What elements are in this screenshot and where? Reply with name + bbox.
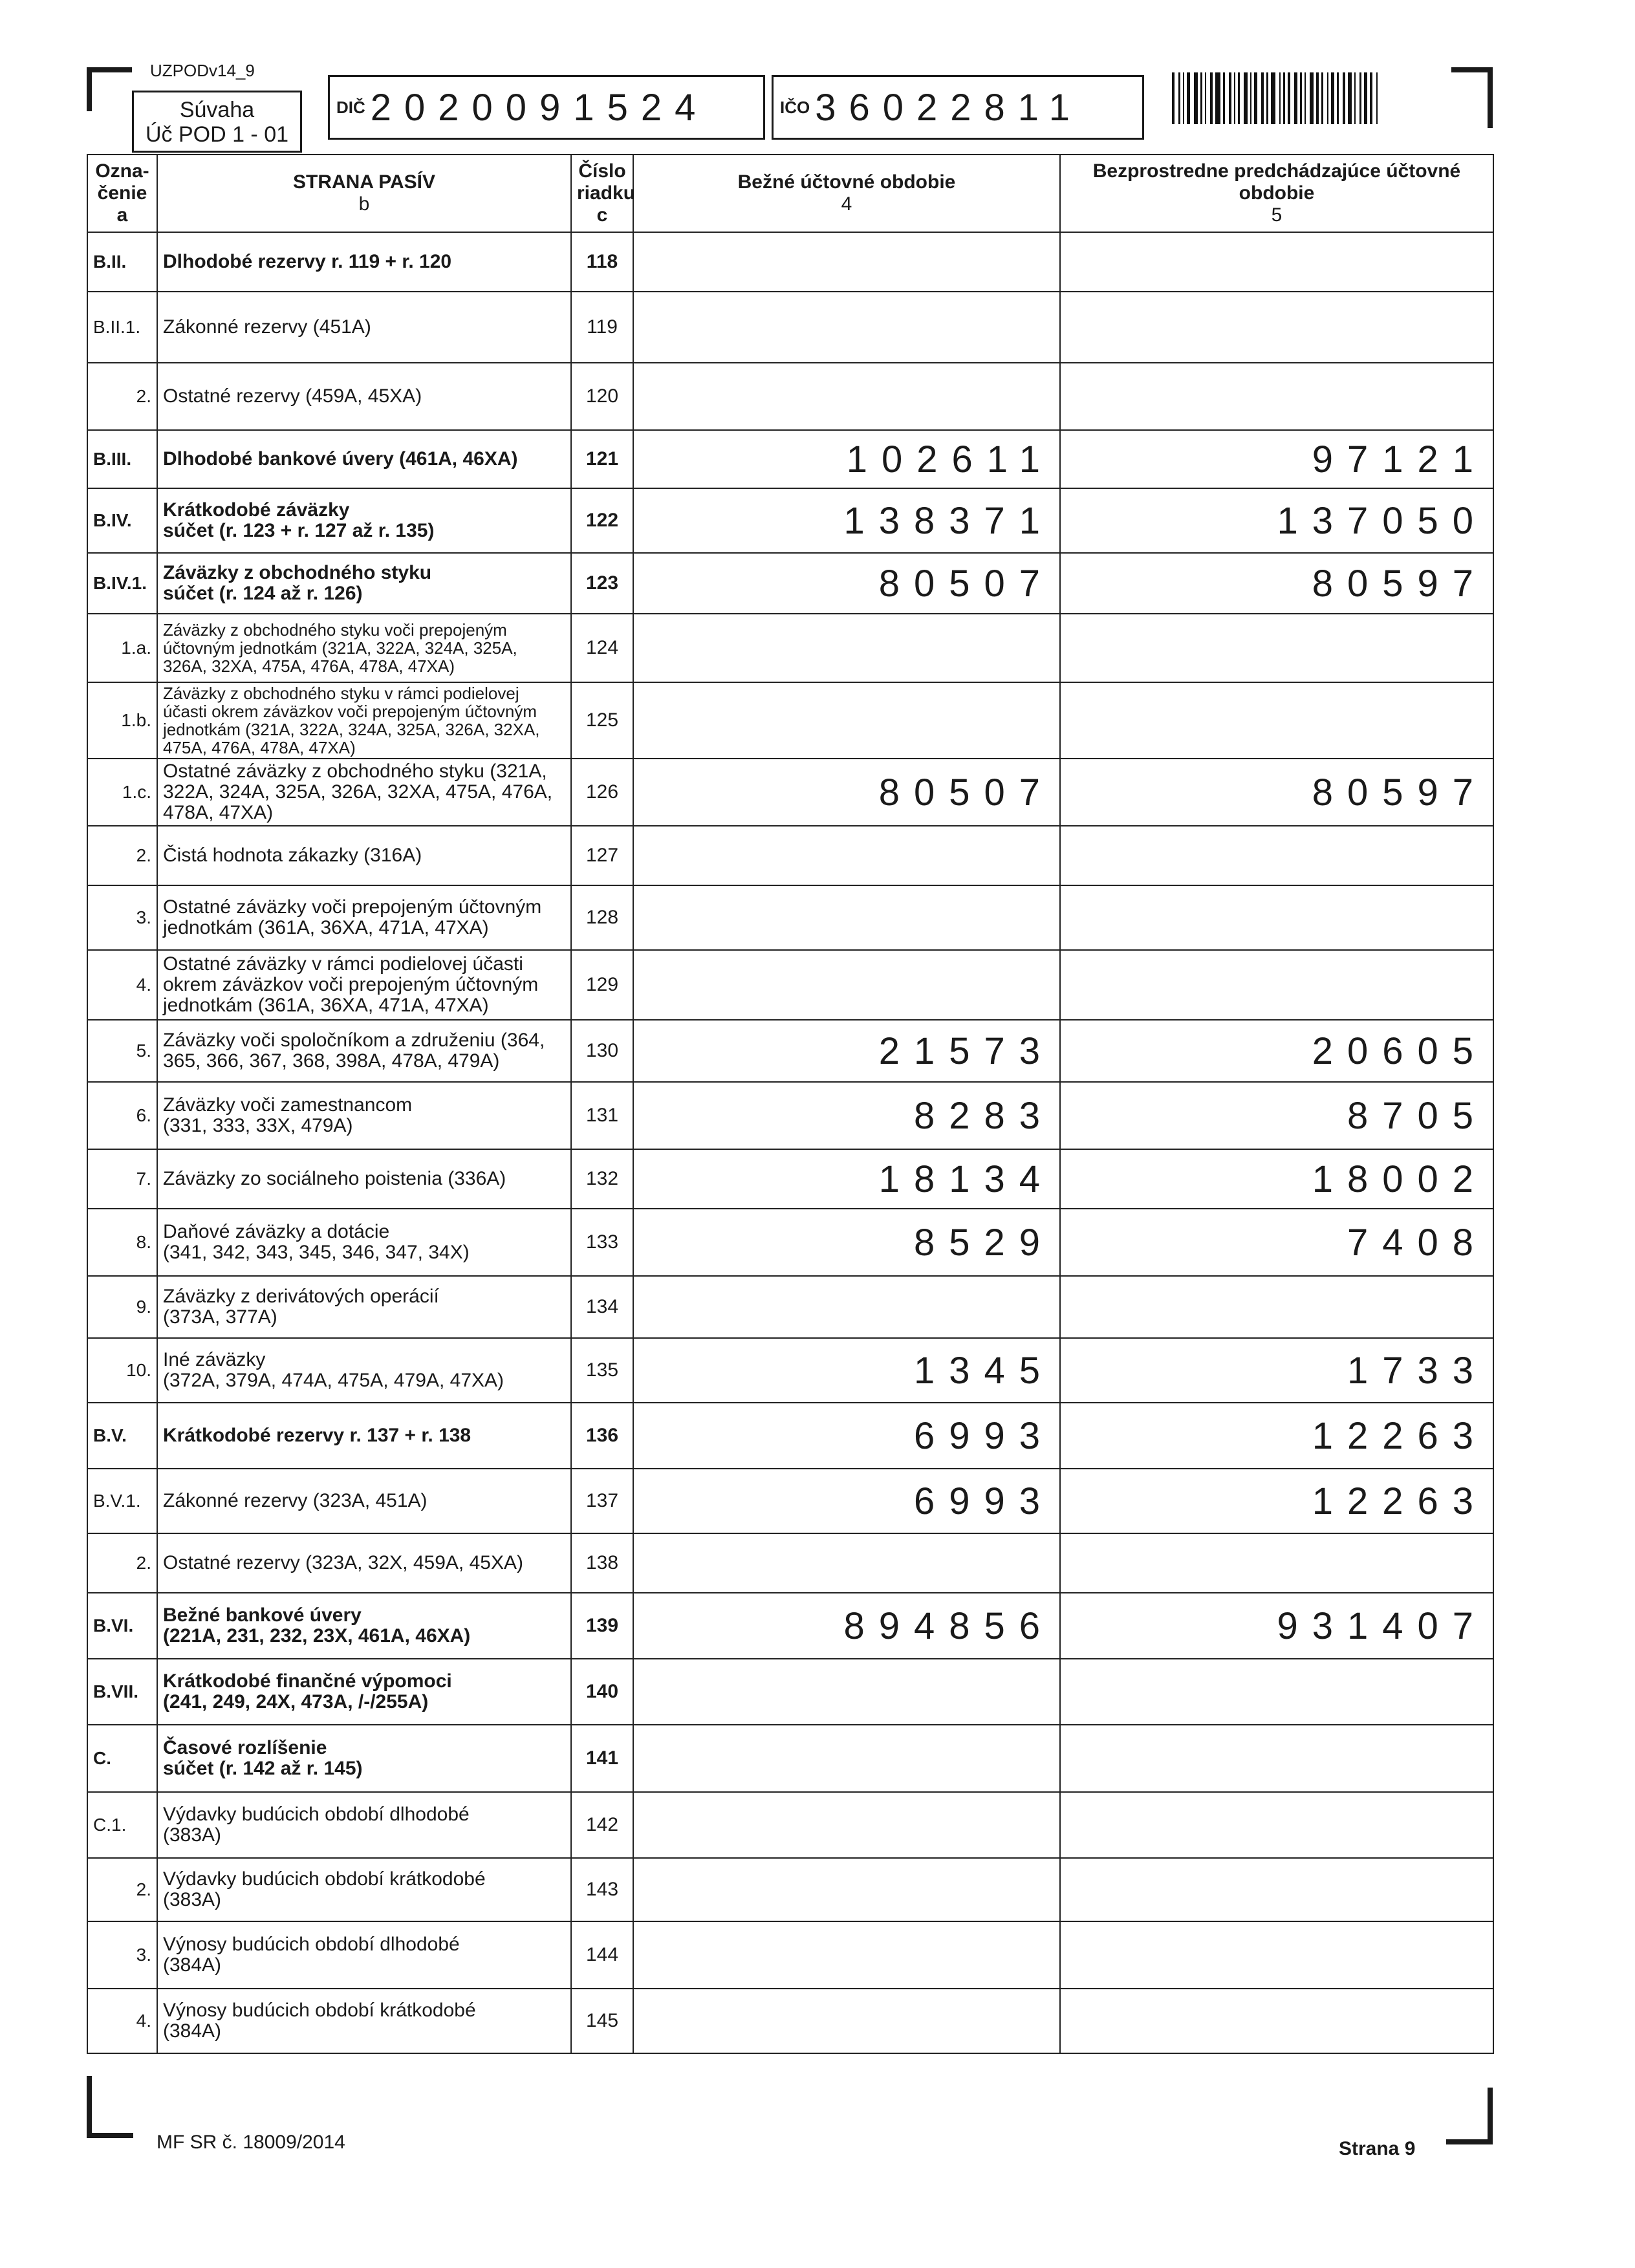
row-number: 138 xyxy=(571,1533,633,1593)
liabilities-table xyxy=(87,154,1494,2054)
previous-period-value[interactable] xyxy=(1060,614,1493,682)
previous-period-value[interactable] xyxy=(1060,1725,1493,1792)
barcode-bar xyxy=(1205,72,1206,124)
row-description: Daňové záväzky a dotácie (341, 342, 343, 345, 346, 347, 34X) xyxy=(157,1209,571,1276)
barcode-bar xyxy=(1266,72,1268,124)
row-description: Bežné bankové úvery (221A, 231, 232, 23X, 461A, 46XA) xyxy=(157,1593,571,1659)
current-period-value[interactable]: 8283 xyxy=(633,1082,1060,1149)
previous-period-value[interactable]: 18002 xyxy=(1060,1149,1493,1209)
row-designation: 3. xyxy=(87,885,157,950)
row-number: 125 xyxy=(571,682,633,759)
previous-period-value[interactable] xyxy=(1060,363,1493,430)
table-row xyxy=(87,292,1493,363)
row-designation: B.II. xyxy=(87,232,157,292)
barcode-bar xyxy=(1172,72,1175,124)
current-period-value[interactable]: 8529 xyxy=(633,1209,1060,1276)
row-description: Ostatné rezervy (323A, 32X, 459A, 45XA) xyxy=(157,1533,571,1593)
barcode-bar xyxy=(1178,72,1180,124)
table-row xyxy=(87,1209,1493,1276)
row-designation: C. xyxy=(87,1725,157,1792)
barcode-bar xyxy=(1337,72,1339,124)
current-period-value[interactable] xyxy=(633,232,1060,292)
row-designation: B.III. xyxy=(87,430,157,488)
barcode-bar xyxy=(1254,72,1257,124)
current-period-value[interactable] xyxy=(633,1792,1060,1858)
previous-period-value[interactable]: 8705 xyxy=(1060,1082,1493,1149)
current-period-value[interactable] xyxy=(633,363,1060,430)
corner-mark-top-right-h xyxy=(1451,67,1493,72)
previous-period-value[interactable] xyxy=(1060,885,1493,950)
row-number: 139 xyxy=(571,1593,633,1659)
row-number: 122 xyxy=(571,488,633,553)
row-designation: 1.a. xyxy=(87,614,157,682)
row-number: 120 xyxy=(571,363,633,430)
row-designation: 1.b. xyxy=(87,682,157,759)
previous-period-value[interactable]: 12263 xyxy=(1060,1469,1493,1533)
current-period-value[interactable] xyxy=(633,1921,1060,1989)
corner-mark-top-left xyxy=(87,67,92,111)
row-number: 134 xyxy=(571,1276,633,1338)
row-designation: B.IV.1. xyxy=(87,553,157,614)
barcode-bar xyxy=(1200,72,1202,124)
current-period-value[interactable]: 18134 xyxy=(633,1149,1060,1209)
row-designation: B.IV. xyxy=(87,488,157,553)
form-code: UZPODv14_9 xyxy=(150,61,255,80)
row-description: Výnosy budúcich období dlhodobé (384A) xyxy=(157,1921,571,1989)
barcode-bar xyxy=(1321,72,1323,124)
current-period-value[interactable] xyxy=(633,614,1060,682)
form-subtitle: Úč POD 1 - 01 xyxy=(145,122,289,147)
row-number: 131 xyxy=(571,1082,633,1149)
barcode-bar xyxy=(1294,72,1297,124)
dic-value: 2020091524 xyxy=(370,86,709,129)
row-number: 127 xyxy=(571,826,633,885)
row-description: Ostatné záväzky v rámci podielovej účasti okrem záväzkov voči prepojeným účtovným jednotkám (361A, 36XA, 471A, 47XA) xyxy=(157,950,571,1020)
barcode-bar xyxy=(1215,72,1220,124)
barcode-bar xyxy=(1229,72,1231,124)
current-period-value[interactable] xyxy=(633,292,1060,363)
barcode-bar xyxy=(1359,72,1361,124)
row-description: Výnosy budúcich období krátkodobé (384A) xyxy=(157,1989,571,2053)
corner-mark-bottom-right-h xyxy=(1446,2139,1493,2144)
barcode-bar xyxy=(1250,72,1251,124)
current-period-value[interactable]: 138371 xyxy=(633,488,1060,553)
row-number: 128 xyxy=(571,885,633,950)
current-period-value[interactable] xyxy=(633,1989,1060,2053)
row-description: Krátkodobé záväzky súčet (r. 123 + r. 127 až r. 135) xyxy=(157,488,571,553)
ico-value: 36022811 xyxy=(815,86,1083,129)
table-row xyxy=(87,1921,1493,1989)
row-designation: 2. xyxy=(87,1858,157,1921)
row-designation: 4. xyxy=(87,1989,157,2053)
row-designation: 6. xyxy=(87,1082,157,1149)
barcode-bar xyxy=(1370,72,1372,124)
form-title: Súvaha xyxy=(179,98,255,122)
col-b-header: STRANA PASÍV b xyxy=(157,155,571,232)
current-period-value[interactable]: 102611 xyxy=(633,430,1060,488)
previous-period-value[interactable] xyxy=(1060,950,1493,1020)
table-row xyxy=(87,363,1493,430)
row-description: Dlhodobé bankové úvery (461A, 46XA) xyxy=(157,430,571,488)
row-number: 118 xyxy=(571,232,633,292)
row-number: 143 xyxy=(571,1858,633,1921)
table-header-row xyxy=(87,155,1493,232)
previous-period-value[interactable]: 97121 xyxy=(1060,430,1493,488)
row-description: Záväzky voči zamestnancom (331, 333, 33X, 479A) xyxy=(157,1082,571,1149)
barcode-bar xyxy=(1223,72,1225,124)
current-period-value[interactable]: 894856 xyxy=(633,1593,1060,1659)
table-row xyxy=(87,885,1493,950)
ico-label: IČO xyxy=(780,97,810,117)
barcode-bar xyxy=(1244,72,1248,124)
previous-period-value[interactable] xyxy=(1060,1921,1493,1989)
current-period-value[interactable] xyxy=(633,1659,1060,1725)
previous-period-value[interactable] xyxy=(1060,1989,1493,2053)
barcode-bar xyxy=(1234,72,1235,124)
current-period-value[interactable] xyxy=(633,1533,1060,1593)
row-number: 121 xyxy=(571,430,633,488)
current-period-value[interactable] xyxy=(633,682,1060,759)
current-period-value[interactable] xyxy=(633,1276,1060,1338)
previous-period-value[interactable] xyxy=(1060,1792,1493,1858)
barcode-bar xyxy=(1271,72,1275,124)
row-description: Dlhodobé rezervy r. 119 + r. 120 xyxy=(157,232,571,292)
row-number: 137 xyxy=(571,1469,633,1533)
previous-period-value[interactable]: 80597 xyxy=(1060,553,1493,614)
barcode-bar xyxy=(1310,72,1314,124)
current-period-value[interactable]: 1345 xyxy=(633,1338,1060,1403)
row-number: 136 xyxy=(571,1403,633,1469)
current-period-value[interactable] xyxy=(633,826,1060,885)
table-row xyxy=(87,1792,1493,1858)
previous-period-value[interactable] xyxy=(1060,1858,1493,1921)
current-period-value[interactable] xyxy=(633,1858,1060,1921)
ico-box xyxy=(772,75,1144,140)
table-row xyxy=(87,1082,1493,1149)
table-row xyxy=(87,759,1493,826)
row-description: Záväzky z obchodného styku súčet (r. 124 až r. 126) xyxy=(157,553,571,614)
previous-period-value[interactable] xyxy=(1060,826,1493,885)
previous-period-value[interactable]: 80597 xyxy=(1060,759,1493,826)
form-title-box xyxy=(132,91,302,153)
previous-period-value[interactable] xyxy=(1060,682,1493,759)
row-description: Zákonné rezervy (323A, 451A) xyxy=(157,1469,571,1533)
barcode-bar xyxy=(1261,72,1264,124)
table-row xyxy=(87,1533,1493,1593)
row-number: 124 xyxy=(571,614,633,682)
row-number: 141 xyxy=(571,1725,633,1792)
current-period-value[interactable] xyxy=(633,950,1060,1020)
current-period-value[interactable]: 80507 xyxy=(633,553,1060,614)
barcode-bar xyxy=(1187,72,1190,124)
table-row xyxy=(87,682,1493,759)
previous-period-value[interactable] xyxy=(1060,1276,1493,1338)
row-number: 140 xyxy=(571,1659,633,1725)
previous-period-value[interactable] xyxy=(1060,1659,1493,1725)
row-number: 126 xyxy=(571,759,633,826)
table-row xyxy=(87,1725,1493,1792)
table-row xyxy=(87,1989,1493,2053)
previous-period-value[interactable]: 12263 xyxy=(1060,1403,1493,1469)
table-row xyxy=(87,1338,1493,1403)
table-row xyxy=(87,1020,1493,1082)
table-row xyxy=(87,553,1493,614)
previous-period-value[interactable] xyxy=(1060,292,1493,363)
col-5-header: Bezprostredne predchádzajúce účtovné obdobie 5 xyxy=(1060,155,1493,232)
col-c-header: Číslo riadku c xyxy=(571,155,633,232)
corner-mark-top-right xyxy=(1488,67,1493,128)
row-designation: B.VI. xyxy=(87,1593,157,1659)
row-description: Časové rozlíšenie súčet (r. 142 až r. 145) xyxy=(157,1725,571,1792)
previous-period-value[interactable]: 1733 xyxy=(1060,1338,1493,1403)
corner-mark-top-left-h xyxy=(87,67,132,72)
barcode-bar xyxy=(1300,72,1302,124)
table-row xyxy=(87,488,1493,553)
row-description: Krátkodobé finančné výpomoci (241, 249, 24X, 473A, /-/255A) xyxy=(157,1659,571,1725)
barcode-bar xyxy=(1364,72,1367,124)
previous-period-value[interactable]: 20605 xyxy=(1060,1020,1493,1082)
current-period-value[interactable] xyxy=(633,885,1060,950)
row-description: Čistá hodnota zákazky (316A) xyxy=(157,826,571,885)
row-description: Záväzky z obchodného styku voči prepojeným účtovným jednotkám (321A, 322A, 324A, 325A, 326A, 32XA, 475A, 476A, 478A, 47XA) xyxy=(157,614,571,682)
row-designation: 3. xyxy=(87,1921,157,1989)
row-description: Iné záväzky (372A, 379A, 474A, 475A, 479A, 47XA) xyxy=(157,1338,571,1403)
table-row xyxy=(87,1149,1493,1209)
col-a-header: Ozna- čenie a xyxy=(87,155,157,232)
row-designation: 2. xyxy=(87,363,157,430)
previous-period-value[interactable] xyxy=(1060,1533,1493,1593)
row-description: Ostatné záväzky z obchodného styku (321A, 322A, 324A, 325A, 326A, 32XA, 475A, 476A, 478A, 47XA) xyxy=(157,759,571,826)
footer-reference: MF SR č. 18009/2014 xyxy=(157,2132,345,2153)
row-number: 133 xyxy=(571,1209,633,1276)
table-row xyxy=(87,1403,1493,1469)
current-period-value[interactable]: 6993 xyxy=(633,1403,1060,1469)
barcode xyxy=(1172,72,1411,124)
row-description: Záväzky z derivátových operácií (373A, 377A) xyxy=(157,1276,571,1338)
row-description: Krátkodobé rezervy r. 137 + r. 138 xyxy=(157,1403,571,1469)
table-row xyxy=(87,430,1493,488)
row-designation: 2. xyxy=(87,1533,157,1593)
row-designation: 7. xyxy=(87,1149,157,1209)
page-number: Strana 9 xyxy=(1339,2138,1416,2159)
previous-period-value[interactable]: 931407 xyxy=(1060,1593,1493,1659)
barcode-bar xyxy=(1348,72,1352,124)
table-row xyxy=(87,1858,1493,1921)
barcode-bar xyxy=(1343,72,1345,124)
barcode-bar xyxy=(1331,72,1334,124)
row-number: 129 xyxy=(571,950,633,1020)
table-row xyxy=(87,826,1493,885)
barcode-bar xyxy=(1279,72,1281,124)
row-designation: B.V. xyxy=(87,1403,157,1469)
row-description: Výdavky budúcich období krátkodobé (383A) xyxy=(157,1858,571,1921)
row-number: 135 xyxy=(571,1338,633,1403)
row-number: 123 xyxy=(571,553,633,614)
row-description: Výdavky budúcich období dlhodobé (383A) xyxy=(157,1792,571,1858)
barcode-bar xyxy=(1327,72,1328,124)
row-description: Zákonné rezervy (451A) xyxy=(157,292,571,363)
corner-mark-bottom-left-h xyxy=(87,2133,133,2138)
table-row xyxy=(87,614,1493,682)
row-designation: 4. xyxy=(87,950,157,1020)
table-row xyxy=(87,1469,1493,1533)
row-number: 132 xyxy=(571,1149,633,1209)
col-4-header: Bežné účtovné obdobie 4 xyxy=(633,155,1060,232)
row-number: 145 xyxy=(571,1989,633,2053)
row-designation: 5. xyxy=(87,1020,157,1082)
row-designation: 10. xyxy=(87,1338,157,1403)
row-designation: C.1. xyxy=(87,1792,157,1858)
current-period-value[interactable]: 6993 xyxy=(633,1469,1060,1533)
row-description: Ostatné rezervy (459A, 45XA) xyxy=(157,363,571,430)
barcode-bar xyxy=(1283,72,1285,124)
row-designation: B.II.1. xyxy=(87,292,157,363)
row-description: Záväzky z obchodného styku v rámci podielovej účasti okrem záväzkov voči prepojeným účtovným jednotkám (321A, 322A, 324A, 325A, 326A, 32XA, 475A, 476A, 478A, 47XA) xyxy=(157,682,571,759)
row-designation: B.V.1. xyxy=(87,1469,157,1533)
barcode-bar xyxy=(1183,72,1184,124)
row-designation: 1.c. xyxy=(87,759,157,826)
barcode-bar xyxy=(1305,72,1306,124)
row-designation: 8. xyxy=(87,1209,157,1276)
row-number: 119 xyxy=(571,292,633,363)
dic-label: DIČ xyxy=(336,97,365,117)
row-description: Záväzky voči spoločníkom a združeniu (364, 365, 366, 367, 368, 398A, 478A, 479A) xyxy=(157,1020,571,1082)
row-description: Záväzky zo sociálneho poistenia (336A) xyxy=(157,1149,571,1209)
barcode-bar xyxy=(1354,72,1356,124)
barcode-bar xyxy=(1288,72,1290,124)
row-designation: 9. xyxy=(87,1276,157,1338)
table-row xyxy=(87,1276,1493,1338)
dic-box xyxy=(328,75,765,140)
barcode-bar xyxy=(1238,72,1240,124)
row-designation: B.VII. xyxy=(87,1659,157,1725)
row-designation: 2. xyxy=(87,826,157,885)
table-row xyxy=(87,950,1493,1020)
current-period-value[interactable]: 21573 xyxy=(633,1020,1060,1082)
table-row xyxy=(87,1593,1493,1659)
row-description: Ostatné záväzky voči prepojeným účtovným jednotkám (361A, 36XA, 471A, 47XA) xyxy=(157,885,571,950)
table-row xyxy=(87,1659,1493,1725)
corner-mark-bottom-right xyxy=(1488,2088,1493,2144)
barcode-bar xyxy=(1376,72,1378,124)
current-period-value[interactable] xyxy=(633,1725,1060,1792)
row-number: 142 xyxy=(571,1792,633,1858)
table-row xyxy=(87,232,1493,292)
barcode-bar xyxy=(1210,72,1213,124)
previous-period-value[interactable]: 137050 xyxy=(1060,488,1493,553)
previous-period-value[interactable] xyxy=(1060,232,1493,292)
row-number: 144 xyxy=(571,1921,633,1989)
previous-period-value[interactable]: 7408 xyxy=(1060,1209,1493,1276)
corner-mark-bottom-left xyxy=(87,2076,92,2138)
row-number: 130 xyxy=(571,1020,633,1082)
current-period-value[interactable]: 80507 xyxy=(633,759,1060,826)
barcode-bar xyxy=(1194,72,1198,124)
barcode-bar xyxy=(1316,72,1319,124)
